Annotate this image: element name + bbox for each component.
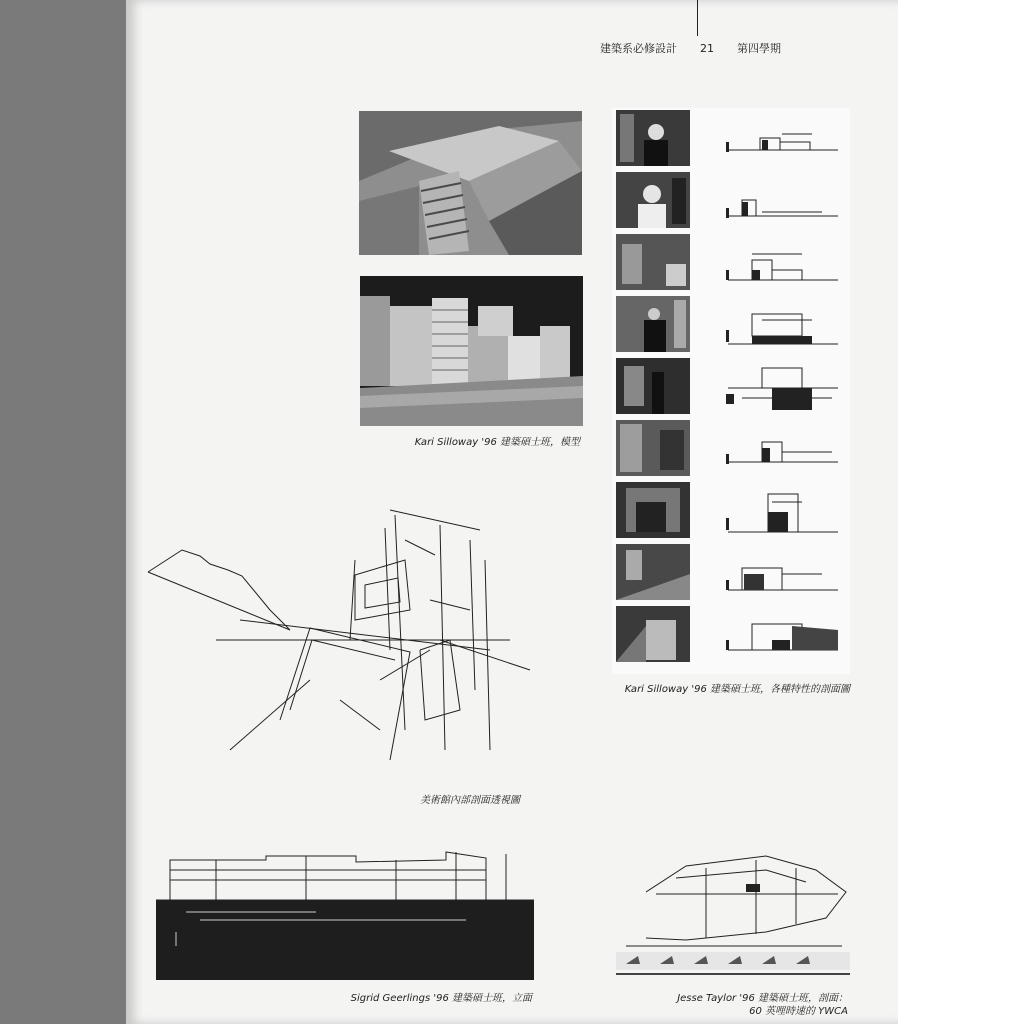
header-course: 建築系必修設計 — [600, 42, 677, 55]
museum-perspective-drawing — [140, 500, 540, 770]
museum-perspective-lines — [140, 500, 540, 770]
ywca-caption-line1: Jesse Taylor '96 建築碩士班，剖面： — [677, 993, 848, 1004]
strip-section-5 — [722, 358, 842, 414]
model-photo-top-image — [359, 111, 582, 255]
sections-caption: Kari Silloway '96 建築碩士班，各種特性的剖面圖 — [624, 684, 850, 695]
strip-section-4 — [722, 296, 842, 352]
model-photo-bottom-image — [360, 276, 583, 426]
elevation-image — [156, 848, 534, 980]
elevation-caption: Sigrid Geerlings '96 建築碩士班，立面 — [350, 993, 532, 1004]
strip-photo-5 — [616, 358, 690, 414]
strip-photo-6 — [616, 420, 690, 476]
running-header — [600, 40, 781, 56]
strip-section-1 — [722, 110, 842, 166]
strip-photo-1 — [616, 110, 690, 166]
sections-strip — [612, 108, 850, 674]
ywca-section-drawing — [616, 848, 850, 984]
strip-section-8 — [722, 544, 842, 600]
elevation-drawing — [156, 848, 534, 980]
model-photo-top — [359, 111, 582, 255]
model-caption: Kari Silloway '96 建築碩士班，模型 — [414, 437, 580, 448]
header-rule — [697, 0, 698, 36]
header-page-number: 21 — [700, 42, 714, 55]
strip-photo-9 — [616, 606, 690, 662]
strip-photo-8 — [616, 544, 690, 600]
strip-photo-4 — [616, 296, 690, 352]
perspective-caption: 美術館內部剖面透視圖 — [420, 795, 520, 806]
strip-photo-7 — [616, 482, 690, 538]
strip-photo-2 — [616, 172, 690, 228]
ywca-caption-line2: 60 英哩時速的 YWCA — [749, 1006, 848, 1017]
strip-section-9 — [722, 606, 842, 662]
model-photo-bottom — [360, 276, 583, 426]
ywca-section-image — [616, 848, 850, 984]
strip-section-7 — [722, 482, 842, 538]
strip-section-3 — [722, 234, 842, 290]
page-margin — [898, 0, 1024, 1024]
strip-photo-3 — [616, 234, 690, 290]
header-semester: 第四學期 — [737, 42, 781, 55]
strip-section-6 — [722, 420, 842, 476]
strip-section-2 — [722, 172, 842, 228]
